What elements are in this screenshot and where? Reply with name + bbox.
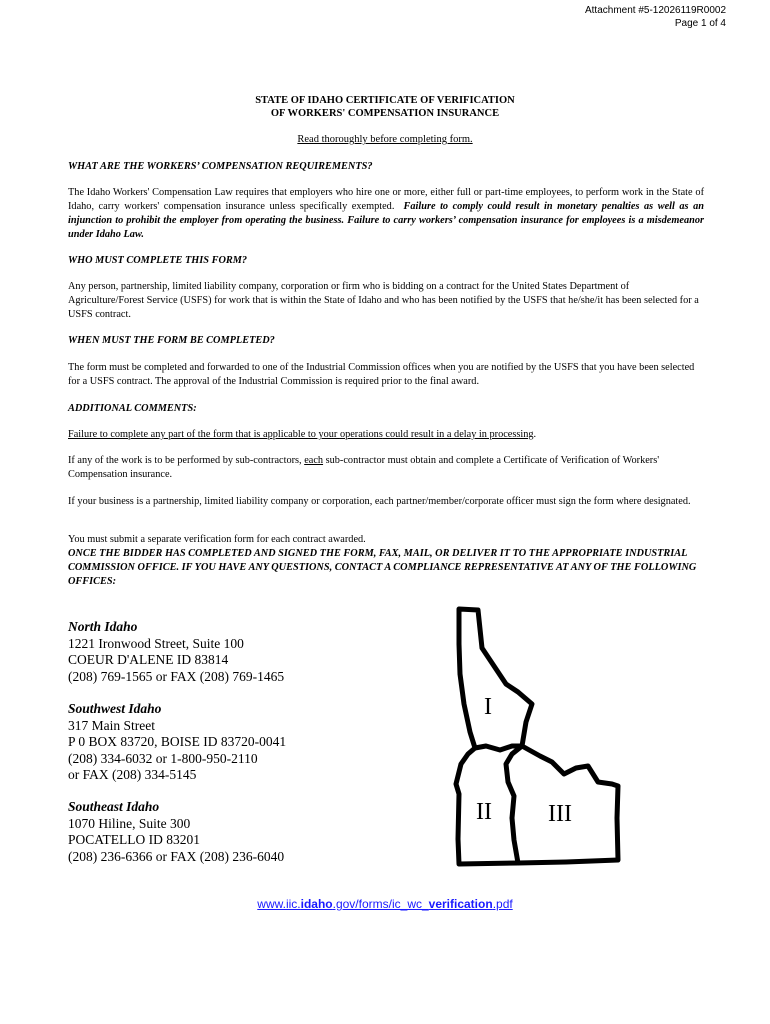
- subcontractor-text-3: sub-contractor must obtain and complete a Certificate of Verification of Workers' Compensation insurance.: [68, 455, 660, 480]
- section-heading: WHAT ARE THE WORKERS’ COMPENSATION REQUIREMENTS?: [68, 161, 373, 172]
- link-text-bold: idaho: [300, 897, 333, 911]
- link-text: www.iic.: [257, 897, 301, 911]
- section-who: [68, 254, 704, 268]
- office-address-line: 1070 Hiline, Suite 300: [68, 815, 191, 831]
- office-name: North Idaho: [68, 619, 138, 634]
- verification-form-link[interactable]: [0, 897, 770, 911]
- region-1-label: I: [484, 694, 492, 720]
- office-southwest-idaho: [68, 701, 286, 784]
- separate-form-paragraph: You must submit a separate verification form for each contract awarded.: [68, 534, 366, 545]
- attachment-number: Attachment #5-12026119R0002: [584, 5, 726, 16]
- failure-text-3: could result in a delay in processing: [382, 429, 534, 440]
- document-title: [0, 94, 770, 120]
- link-text: .pdf: [492, 897, 513, 911]
- failure-text-2: operations: [339, 429, 383, 440]
- read-instruction: Read thoroughly before completing form.: [297, 134, 473, 145]
- section-heading: ADDITIONAL COMMENTS:: [68, 403, 197, 414]
- section-when: [68, 334, 704, 348]
- office-address-line: POCATELLO ID 83201: [68, 832, 200, 847]
- bidder-instructions: ONCE THE BIDDER HAS COMPLETED AND SIGNED THE FORM, FAX, MAIL, OR DELIVER IT TO THE APPROPRIATE INDUSTRIAL COMMISSION OFFICE. IF YOU HAVE ANY QUESTIONS, CONTACT A COMPLIANCE REPRESENTATIVE AT ANY OF THE FOLLOWING OFFICES:: [68, 548, 697, 587]
- section-additional: [68, 402, 704, 416]
- subcontractor-text-2: each: [304, 455, 324, 466]
- office-fax-line: or FAX (208) 334-5145: [68, 767, 197, 782]
- section-heading: WHEN MUST THE FORM BE COMPLETED?: [68, 335, 275, 346]
- office-address-line: 317 Main Street: [68, 717, 155, 733]
- title-line-2: OF WORKERS' COMPENSATION INSURANCE: [270, 108, 500, 119]
- idaho-map-outline: [448, 604, 628, 872]
- office-phone-line: (208) 769-1565 or FAX (208) 769-1465: [68, 668, 285, 684]
- who-paragraph: Any person, partnership, limited liability company, corporation or firm who is bidding on a contract for the United States Department of Agriculture/Forest Service (USFS) for work that is within the State of Idaho and who has been notified by the USFS that he/she/it has been selected for a USFS contract.: [68, 281, 699, 320]
- office-southeast-idaho: [68, 799, 284, 865]
- when-paragraph: The form must be completed and forwarded to one of the Industrial Commission offices when you are notified by the USFS that you have been selected for a USFS contract. The approval of the Industrial Commission is required prior to the final award.: [68, 362, 695, 387]
- office-address-line: COEUR D'ALENE ID 83814: [68, 652, 229, 667]
- partnership-paragraph: If your business is a partnership, limited liability company or corporation, each partner/member/corporate officer must sign the form where designated.: [68, 496, 691, 507]
- subcontractor-text-1: If any of the work is to be performed by sub-contractors,: [68, 455, 305, 466]
- requirements-paragraph: [68, 186, 704, 242]
- region-2-label: II: [476, 799, 492, 825]
- page-number: Page 1 of 4: [674, 18, 726, 29]
- subcontractor-paragraph: [68, 454, 704, 482]
- failure-text-end: .: [533, 429, 537, 440]
- failure-text-1: Failure to complete any part of the form that is applicable to your: [68, 429, 340, 440]
- link-text: .gov/forms/ic_wc_: [332, 897, 429, 911]
- office-name: Southwest Idaho: [68, 701, 162, 716]
- title-line-1: STATE OF IDAHO CERTIFICATE OF VERIFICATION: [255, 95, 515, 106]
- office-address-line: 1221 Ironwood Street, Suite 100: [68, 635, 244, 651]
- office-phone-line: (208) 334-6032 or 1-800-950-2110: [68, 750, 258, 766]
- attachment-header: [585, 4, 726, 30]
- section-requirements: [68, 160, 704, 174]
- idaho-regions-map: [448, 604, 628, 872]
- requirements-text: The Idaho Workers' Compensation Law requires that employers who hire one or more, either full or part-time employees, to perform work in the State of Idaho, carry workers' compensation insurance unless specifically exempted.: [68, 187, 704, 212]
- requirements-warning: Failure to comply could result in monetary penalties as well as an injunction to prohibit the employer from operating the business. Failure to carry workers’ compensation insurance for employees is a misdemeanor under Idaho Law.: [68, 201, 704, 240]
- office-phone-line: (208) 236-6366 or FAX (208) 236-6040: [68, 848, 285, 864]
- region-3-label: III: [548, 801, 572, 827]
- section-heading: WHO MUST COMPLETE THIS FORM?: [68, 255, 248, 266]
- office-address-line: P 0 BOX 83720, BOISE ID 83720-0041: [68, 734, 287, 749]
- office-north-idaho: [68, 619, 284, 685]
- failure-paragraph: [68, 428, 704, 442]
- office-name: Southeast Idaho: [68, 799, 160, 814]
- link-text-bold: verification: [428, 897, 493, 911]
